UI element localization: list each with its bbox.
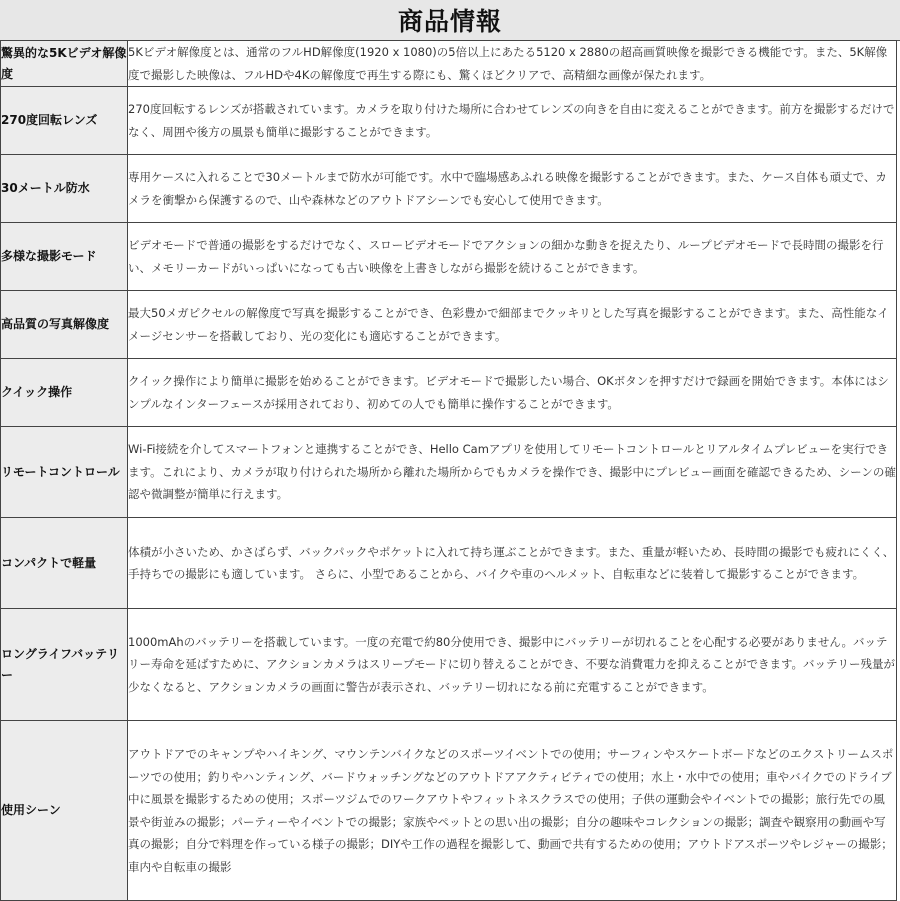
row-description: ビデオモードで普通の撮影をするだけでなく、スロービデオモードでアクションの細かな動きを捉えたり、ループビデオモードで長時間の撮影を行い、メモリーカードがいっぱいになっても古い映像を上書きしながら撮影を続けることができます。: [128, 223, 897, 291]
row-label: 270度回転レンズ: [1, 87, 128, 155]
spec-table: [0, 40, 897, 901]
page-title: 商品情報: [0, 0, 900, 41]
row-description: 最大50メガピクセルの解像度で写真を撮影することができ、色彩豊かで細部までクッキリとした写真を撮影することができます。また、高性能なイメージセンサーを搭載しており、光の変化にも適応することができます。: [128, 291, 897, 359]
row-description: アウトドアでのキャンプやハイキング、マウンテンバイクなどのスポーツイベントでの使用；サーフィンやスケートボードなどのエクストリームスポーツでの使用；釣りやハンティング、バードウォッチングなどのアウトドアアクティビティでの使用；水上・水中での使用；車やバイクでのドライブ中に風景を撮影するための使用；スポーツジムでのワークアウトやフィットネスクラスでの使用；子供の運動会やイベントでの撮影；旅行先での風景や街並みの撮影；パーティーやイベントでの撮影；家族やペットとの思い出の撮影；自分の趣味やコレクションの撮影；調査や観察用の動画や写真の撮影；自分で料理を作っている様子の撮影；DIYや工作の過程を撮影して、動画で共有するための使用；アウトドアスポーツやレジャーの撮影；車内や自転車の撮影: [128, 721, 897, 901]
row-label: 使用シーン: [1, 721, 128, 901]
row-description: 5Kビデオ解像度とは、通常のフルHD解像度(1920 x 1080)の5倍以上にあたる5120 x 2880の超高画質映像を撮影できる機能です。また、5K解像度で撮影した映像は、フルHDや4Kの解像度で再生する際にも、驚くほどクリアで、高精細な画像が保たれます。: [128, 41, 897, 87]
table-row: [1, 41, 897, 87]
row-description: 専用ケースに入れることで30メートルまで防水が可能です。水中で臨場感あふれる映像を撮影することができます。また、ケース自体も頑丈で、カメラを衝撃から保護するので、山や森林などのアウトドアシーンでも安心して使用できます。: [128, 155, 897, 223]
table-row: [1, 223, 897, 291]
row-description: 270度回転するレンズが搭載されています。カメラを取り付けた場所に合わせてレンズの向きを自由に変えることができます。前方を撮影するだけでなく、周囲や後方の風景も簡単に撮影することができます。: [128, 87, 897, 155]
row-label: リモートコントロール: [1, 427, 128, 518]
row-label: 30メートル防水: [1, 155, 128, 223]
row-label: 驚異的な5Kビデオ解像度: [1, 41, 128, 87]
table-row: [1, 721, 897, 901]
table-row: [1, 291, 897, 359]
row-label: ロングライフバッテリー: [1, 609, 128, 721]
table-row: [1, 427, 897, 518]
row-description: 体積が小さいため、かさばらず、バックパックやポケットに入れて持ち運ぶことができます。また、重量が軽いため、長時間の撮影でも疲れにくく、手持ちでの撮影にも適しています。 さらに、小型であることから、バイクや車のヘルメット、自転車などに装着して撮影することができます。: [128, 518, 897, 609]
row-label: 多様な撮影モード: [1, 223, 128, 291]
table-row: [1, 609, 897, 721]
row-label: コンパクトで軽量: [1, 518, 128, 609]
row-description: Wi-Fi接続を介してスマートフォンと連携することができ、Hello Camアプリを使用してリモートコントロールとリアルタイムプレビューを実行できます。これにより、カメラが取り付けられた場所から離れた場所からでもカメラを操作でき、撮影中にプレビュー画面を確認できるため、シーンの確認や微調整が簡単に行えます。: [128, 427, 897, 518]
table-row: [1, 518, 897, 609]
row-label: クイック操作: [1, 359, 128, 427]
table-row: [1, 359, 897, 427]
table-row: [1, 87, 897, 155]
row-description: 1000mAhのバッテリーを搭載しています。一度の充電で約80分使用でき、撮影中にバッテリーが切れることを心配する必要がありません。バッテリー寿命を延ばすために、アクションカメラはスリープモードに切り替えることができ、不要な消費電力を抑えることができます。バッテリー残量が少なくなると、アクションカメラの画面に警告が表示され、バッテリー切れになる前に充電することができます。: [128, 609, 897, 721]
row-description: クイック操作により簡単に撮影を始めることができます。ビデオモードで撮影したい場合、OKボタンを押すだけで録画を開始できます。本体にはシンプルなインターフェースが採用されており、初めての人でも簡単に操作することができます。: [128, 359, 897, 427]
row-label: 高品質の写真解像度: [1, 291, 128, 359]
table-row: [1, 155, 897, 223]
